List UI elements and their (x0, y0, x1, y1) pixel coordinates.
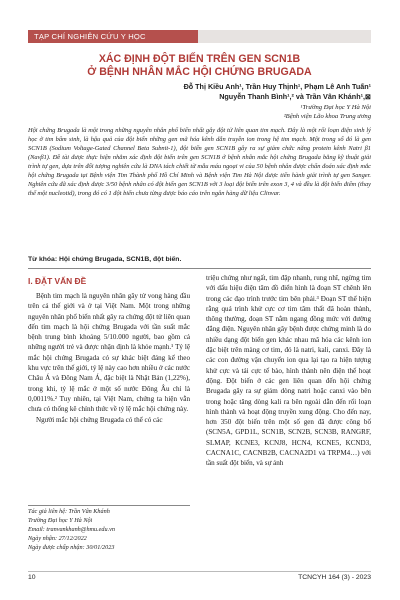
affiliation-2: ²Bệnh viện Lão khoa Trung ương (283, 113, 371, 120)
title-line-2: Ở BỆNH NHÂN MẮC HỘI CHỨNG BRUGADA (87, 66, 312, 78)
title-line-1: XÁC ĐỊNH ĐỘT BIẾN TRÊN GEN SCN1B (98, 53, 301, 65)
keywords: Từ khóa: Hội chứng Brugada, SCN1B, đột biến. (28, 256, 182, 263)
corresponding-author-note (28, 508, 190, 553)
right-column (206, 273, 371, 469)
article-title (28, 53, 371, 79)
affiliations (284, 103, 371, 121)
left-column (28, 291, 190, 425)
footnote-line: Email: tranvankhanh@hmu.edu.vn (28, 525, 115, 533)
authors-line-1: Đỗ Thị Kiều Anh¹, Trần Huy Thịnh¹, Phạm Lê Anh Tuấn¹ (183, 82, 371, 91)
footnote-line: Ngày được chấp nhận: 30/01/2023 (28, 543, 115, 551)
author-list (184, 82, 371, 102)
footnote-line: Trường Đại học Y Hà Nội (28, 516, 93, 524)
issue-label: TCNCYH 164 (3) - 2023 (298, 574, 371, 581)
affiliation-1: ¹Trường Đại học Y Hà Nội (300, 104, 371, 111)
paragraph: Người mắc hội chứng Brugada có thể có các (36, 415, 163, 424)
authors-line-2: Nguyễn Thanh Bình¹,² và Trần Vân Khánh¹,⊠ (219, 92, 371, 101)
journal-name: TẠP CHÍ NGHIÊN CỨU Y HỌC (28, 30, 198, 43)
section-heading: I. ĐẶT VẤN ĐỀ (28, 276, 87, 286)
footnote-divider (28, 505, 190, 506)
footnote-line: Ngày nhận: 27/12/2022 (28, 534, 87, 542)
page-footer (28, 571, 371, 584)
paragraph: triệu chứng như ngất, tim đập nhanh, rung nhĩ, ngừng tim với dấu hiệu điện tâm đồ điển hình là đoạn ST chênh lên trong các đạo trình trước tim bên phải.³ Đoạn ST thể hiện rằng quá trình khử cực cơ tim tâm thất đã hoàn thành, thông thường, đoạn ST nằm ngang đồng mức với đường đẳng điện. Nguyên nhân gây bệnh được chứng minh là do nhiều dạng đột biến gen khác nhau mã hóa các kênh ion đặc biệt trên màng cơ tim, đó là natri, kali, canxi. Đây là các con đường vận chuyển ion qua lại tạo ra hiện tượng khử cực và tái cực tế bào, hình thành nên điện thế hoạt động. Đột biến ở các gen liên quan đến hội chứng Brugada gây ra sự giảm dòng natri hoặc canxi vào bên trong hoặc tăng dòng kali ra bên ngoài dẫn đến rối loạn hình thành và hoạt động truyền xung động. Cho đến nay, hơn 350 đột biến trên một số gen đã được công bố (SCN5A, GPD1L, SCN1B, SCN2B, SCN3B, RANGRF, SLMAP, KCNE3, KCNJ8, HCN4, KCNE5, KCND3, CACNA1C, CACNB2B, CACNA2D1 và TRPM4…) với tần suất đột biến, và sự ảnh (206, 274, 371, 468)
footnote-line: Tác giả liên hệ: Trần Vân Khánh (28, 508, 110, 515)
abstract: Hội chứng Brugada là một trong những nguyên nhân phổ biến nhất gây đột tử liên quan tim mạch. Đây là một rối loạn điện sinh lý học ở tim bẩm sinh, là hậu quả của đột biến những gen mã hóa kênh dẫn truyền ion trong hệ tim mạch. Một trong số đó là gen SCN1B (Sodium Voltage-Gated Channel Beta Subnit-1), đột biến gen SCN1B gây ra sự giảm chức năng protein kênh Natri β1 (Navβ1). Đề tài được thực hiện nhằm xác định đột biến trên gen SCN1B ở bệnh nhân mắc hội chứng Brugada bằng kỹ thuật giải trình tự gen, dựa trên đối tượng nghiên cứu là DNA tách chiết từ mẫu máu ngoại vi của 50 bệnh nhân được chẩn đoán xác định mắc hội chứng Brugada tại Bệnh viện Tim Thành phố Hồ Chí Minh và Bệnh viện Tim Hà Nội được tiến hành giải trình tự gen Sanger. Nghiên cứu đã xác định được 3/50 bệnh nhân có đột biến gen SCN1B với 3 loại đột biến trên exon 3, 4 và đều là đột biến điểm (thay thế một nucleotid), trong đó có 1 đột biến chưa từng được báo cáo trên ngân hàng dữ liệu Clinvar. (28, 127, 371, 197)
section-divider (28, 268, 371, 269)
page-number: 10 (28, 574, 36, 581)
paragraph: Bệnh tim mạch là nguyên nhân gây tử vong hàng đầu trên cả thế giới và ở tại Việt Nam. Một trong những nguyên nhân phổ biến nhất gây ra chứng đột tử liên quan đến tim mạch là hội chứng Brugada với tần suất mắc bệnh trung bình khoảng 5/10.000 người, bao gồm cả những người trẻ và được nhận định là khỏe mạnh.¹ Tỷ lệ mắc hội chứng Brugada có sự khác biệt đáng kể theo khu vực trên thế giới, tỷ lệ này cao hơn nhiều ở các nước Châu Á và Đông Nam Á, đặc biệt là Nhật Bản (1,22%), trong khi, tỷ lệ mắc ở một số nước Đông Âu chỉ là 0,0011%.² Tuy nhiên, tại Việt Nam, chứng ta hiện vẫn chưa có thống kê chính thức về tỷ lệ mắc hội chứng này. (28, 292, 190, 414)
